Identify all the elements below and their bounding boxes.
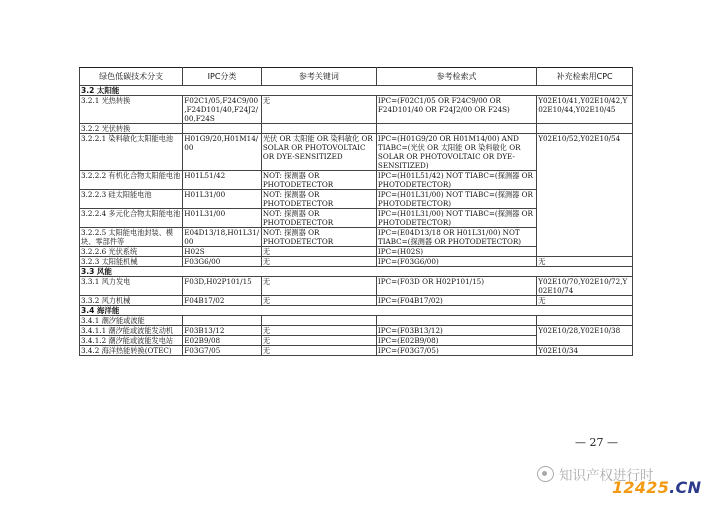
table-row: [80, 326, 633, 336]
cpc-cell: Y02E10/28,Y02E10/38: [537, 326, 633, 346]
table-row: [80, 346, 633, 356]
ipc-cell: F03D,H02P101/15: [183, 277, 262, 296]
query-cell: IPC=(H01L31/00) NOT TIABC=(探测器 OR PHOTODETECTOR): [376, 209, 536, 228]
branch-cell: 3.2.2.5 太阳能电池封装、模块、零部件等: [80, 228, 183, 247]
branch-cell: 3.2.2.3 硅太阳能电池: [80, 190, 183, 209]
ipc-cell: H01L31/00: [183, 190, 262, 209]
branch-cell: 3.4.1.2 潮汐能或波能发电站: [80, 336, 183, 346]
keyword-cell: NOT: 探测器 OR PHOTODETECTOR: [261, 228, 376, 247]
section-title: 3.3 风能: [80, 267, 633, 277]
query-cell: IPC=(H01L31/00) NOT TIABC=(探测器 OR PHOTODETECTOR): [376, 190, 536, 209]
page-number: — 27 —: [575, 436, 618, 449]
branch-cell: 3.3.2 风力机械: [80, 296, 183, 306]
keyword-cell: NOT: 探测器 OR PHOTODETECTOR: [261, 190, 376, 209]
section-title: 3.2 太阳能: [80, 86, 633, 96]
query-cell: IPC=(E02B9/08): [376, 336, 536, 346]
site-logo: [612, 478, 701, 497]
query-cell: IPC=(F03B13/12): [376, 326, 536, 336]
cpc-cell: Y02E10/34: [537, 346, 633, 356]
branch-cell: 3.4.1.1 潮汐能或波能发动机: [80, 326, 183, 336]
cpc-cell: 无: [537, 257, 633, 267]
branch-cell: 3.2.2.4 多元化合物太阳能电池: [80, 209, 183, 228]
table-row: [80, 96, 633, 124]
keyword-cell: 无: [261, 326, 376, 336]
ipc-classification-table: [79, 67, 633, 356]
keyword-cell: 无: [261, 257, 376, 267]
branch-cell: 3.2.2 光伏转换: [80, 124, 183, 134]
branch-cell: 3.3.1 风力发电: [80, 277, 183, 296]
table-row: [80, 257, 633, 267]
ipc-cell: F03B13/12: [183, 326, 262, 336]
keyword-cell: NOT: 探测器 OR PHOTODETECTOR: [261, 209, 376, 228]
ipc-cell: E02B9/08: [183, 336, 262, 346]
keyword-cell: 无: [261, 247, 376, 257]
header-keywords: 参考关键词: [261, 68, 376, 86]
ipc-cell: H01L51/42: [183, 171, 262, 190]
cpc-cell: Y02E10/41,Y02E10/42,Y02E10/44,Y02E10/45: [537, 96, 633, 124]
section-title: 3.4 海洋能: [80, 306, 633, 316]
table-row: [80, 124, 633, 134]
ipc-cell: H01G9/20,H01M14/00: [183, 134, 262, 171]
table-row: [80, 296, 633, 306]
cpc-cell: Y02E10/70,Y02E10/72,Y02E10/74: [537, 277, 633, 296]
ipc-cell: F03G6/00: [183, 257, 262, 267]
query-cell: IPC=(F04B17/02): [376, 296, 536, 306]
ipc-cell: H01L31/00: [183, 209, 262, 228]
keyword-cell: NOT: 探测器 OR PHOTODETECTOR: [261, 171, 376, 190]
section-row-ocean: [80, 306, 633, 316]
branch-cell: 3.2.2.2 有机化合物太阳能电池: [80, 171, 183, 190]
query-cell: IPC=(H01G9/20 OR H01M14/00) AND TIABC=(光伏 OR 太阳能 OR 染料敏化 OR SOLAR OR PHOTOVOLTAIC OR DYE-SENSITIZED): [376, 134, 536, 171]
keyword-cell: 无: [261, 296, 376, 306]
site-logo-tld: .CN: [669, 478, 702, 497]
keyword-cell: 无: [261, 96, 376, 124]
table-row: [80, 134, 633, 171]
ipc-cell: E04D13/18,H01L31/00: [183, 228, 262, 247]
cpc-cell: 无: [537, 296, 633, 306]
table-row: [80, 316, 633, 326]
query-cell: IPC=(H01L51/42) NOT TIABC=(探测器 OR PHOTODETECTOR): [376, 171, 536, 190]
header-ipc: IPC分类: [183, 68, 262, 86]
section-row-wind: [80, 267, 633, 277]
section-row-solar: [80, 86, 633, 96]
branch-cell: 3.4.2 海洋热能转换(OTEC): [80, 346, 183, 356]
header-query: 参考检索式: [376, 68, 536, 86]
ipc-cell: F02C1/05,F24C9/00,F24D101/40,F24J2/00,F24S: [183, 96, 262, 124]
keyword-cell: 无: [261, 277, 376, 296]
query-cell: IPC=(F03G6/00): [376, 257, 536, 267]
query-cell: IPC=(F03G7/05): [376, 346, 536, 356]
branch-cell: 3.2.3 太阳能机械: [80, 257, 183, 267]
watermark-text: 知识产权进行时: [559, 468, 654, 484]
header-branch: 绿色低碳技术分支: [80, 68, 183, 86]
query-cell: IPC=(F03D OR H02P101/15): [376, 277, 536, 296]
branch-cell: 3.2.2.1 染料敏化太阳能电池: [80, 134, 183, 171]
ipc-cell: F04B17/02: [183, 296, 262, 306]
query-cell: IPC=(E04D13/18 OR H01L31/00) NOT TIABC=(探测器 OR PHOTODETECTOR): [376, 228, 536, 247]
query-cell: IPC=(F02C1/05 OR F24C9/00 OR F24D101/40 OR F24J2/00 OR F24S): [376, 96, 536, 124]
header-cpc: 补充检索用CPC: [537, 68, 633, 86]
table-row: [80, 277, 633, 296]
cpc-cell: Y02E10/52,Y02E10/54: [537, 134, 633, 257]
branch-cell: 3.2.1 光热转换: [80, 96, 183, 124]
ipc-cell: H02S: [183, 247, 262, 257]
site-logo-number: 12425: [612, 478, 670, 497]
keyword-cell: 光伏 OR 太阳能 OR 染料敏化 OR SOLAR OR PHOTOVOLTAIC OR DYE-SENSITIZED: [261, 134, 376, 171]
wechat-icon: [537, 466, 554, 482]
query-cell: IPC=(H02S): [376, 247, 536, 257]
branch-cell: 3.4.1 潮汐能或波能: [80, 316, 183, 326]
keyword-cell: 无: [261, 336, 376, 346]
branch-cell: 3.2.2.6 光伏系统: [80, 247, 183, 257]
ipc-cell: F03G7/05: [183, 346, 262, 356]
table-header-row: [80, 68, 633, 86]
keyword-cell: 无: [261, 346, 376, 356]
